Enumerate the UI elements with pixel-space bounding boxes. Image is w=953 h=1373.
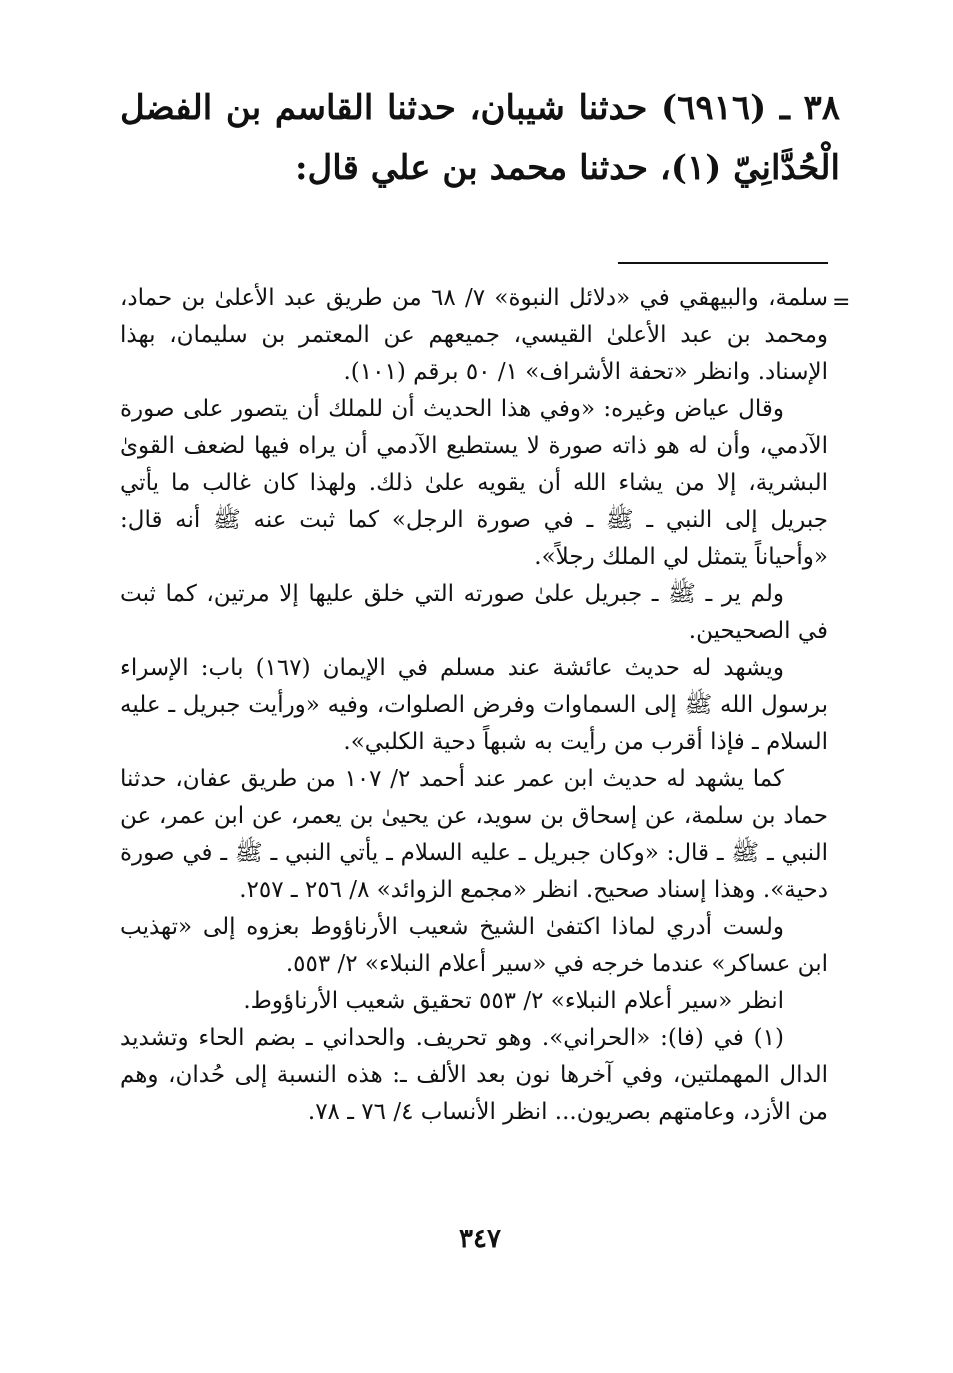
- footnote-paragraph: ولست أدري لماذا اكتفىٰ الشيخ شعيب الأرناؤوط بعزوه إلى «تهذيب ابن عساكر» عندما خرجه في «سير أعلام النبلاء» ٢/ ٥٥٣.: [120, 914, 828, 977]
- footnote-separator: [618, 262, 828, 264]
- footnote-paragraph: ويشهد له حديث عائشة عند مسلم في الإيمان (١٦٧) باب: الإسراء برسول الله ﷺ إلى السماوات وفرض الصلوات، وفيه «ورأيت جبريل ـ عليه السلام ـ فإذا أقرب من رأيت به شبهاً دحية الكلبي».: [120, 655, 828, 755]
- footnotes: [120, 280, 828, 1131]
- footnote-paragraph: كما يشهد له حديث ابن عمر عند أحمد ٢/ ١٠٧ من طريق عفان، حدثنا حماد بن سلمة، عن إسحاق بن سويد، عن يحيىٰ بن يعمر، عن ابن عمر، عن النبي ـ ﷺ ـ قال: «وكان جبريل ـ عليه السلام ـ يأتي النبي ـ ﷺ ـ في صورة دحية». وهذا إسناد صحيح. انظر «مجمع الزوائد» ٨/ ٢٥٦ ـ ٢٥٧.: [120, 766, 828, 903]
- footnote-paragraph: انظر «سير أعلام النبلاء» ٢/ ٥٥٣ تحقيق شعيب الأرناؤوط.: [243, 988, 784, 1014]
- continuation-mark: =: [832, 290, 851, 315]
- footnote-paragraph: سلمة، والبيهقي في «دلائل النبوة» ٧/ ٦٨ من طريق عبد الأعلىٰ بن حماد، ومحمد بن عبد الأعلىٰ القيسي، جميعهم عن المعتمر بن سليمان، بهذا الإسناد. وانظر «تحفة الأشراف» ١/ ٥٠ برقم (١٠١).: [120, 285, 829, 385]
- hadith-text: [120, 78, 840, 198]
- footnote-1: (١) في (فا): «الحراني». وهو تحريف. والحداني ـ بضم الحاء وتشديد الدال المهملتين، وفي آخرها نون بعد الألف ـ: هذه النسبة إلى حُدان، وهم من الأزد، وعامتهم بصريون... انظر الأنساب ٤/ ٧٦ ـ ٧٨.: [120, 1025, 828, 1125]
- footnote-paragraph: وقال عياض وغيره: «وفي هذا الحديث أن للملك أن يتصور على صورة الآدمي، وأن له هو ذاته صورة لا يستطيع الآدمي أن يراه فيها لضعف القوىٰ البشرية، إلا من يشاء الله أن يقويه علىٰ ذلك. ولهذا كان غالب ما يأتي جبريل إلى النبي ـ ﷺ ـ في صورة الرجل» كما ثبت عنه ﷺ أنه قال: «وأحياناً يتمثل لي الملك رجلاً».: [120, 396, 828, 570]
- hadith-paragraph: ٣٨ ـ (٦٩١٦) حدثنا شيبان، حدثنا القاسم بن الفضل الْحُدَّانِيّ (١)، حدثنا محمد بن علي قال:: [120, 88, 840, 188]
- page-number: ٣٤٧: [459, 1224, 501, 1254]
- footnote-paragraph: ولم ير ـ ﷺ ـ جبريل علىٰ صورته التي خلق عليها إلا مرتين، كما ثبت في الصحيحين.: [120, 581, 828, 644]
